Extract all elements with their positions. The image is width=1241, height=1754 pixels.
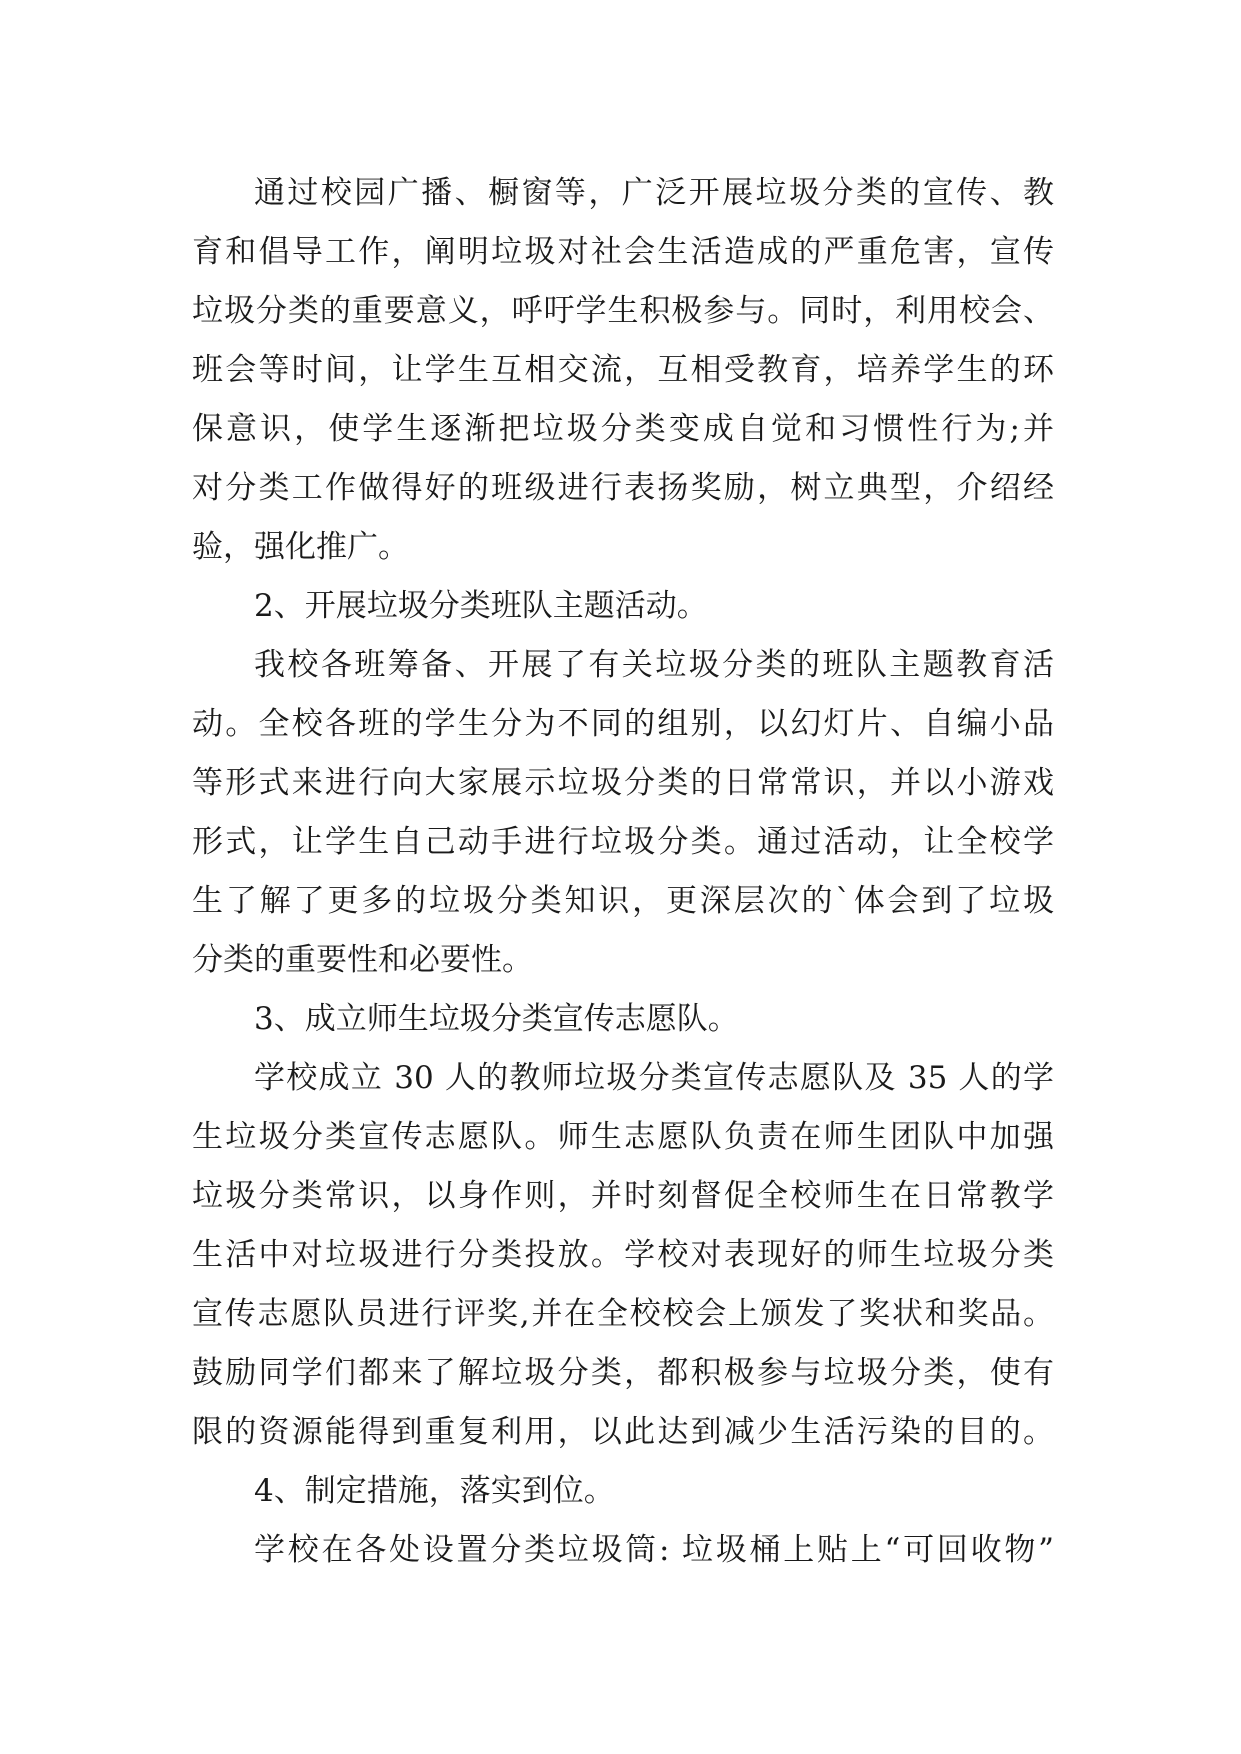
text-line: 垃圾分类常识，以身作则，并时刻督促全校师生在日常教学 xyxy=(192,1178,1054,1214)
text-line: 生了解了更多的垃圾分类知识，更深层次的`体会到了垃圾 xyxy=(192,883,1054,919)
text-line: 通过校园广播、橱窗等，广泛开展垃圾分类的宣传、教 xyxy=(254,175,1054,211)
body-text xyxy=(192,164,1054,1580)
text-line: 学校成立 30 人的教师垃圾分类宣传志愿队及 35 人的学 xyxy=(254,1060,1054,1096)
text-line: 班会等时间，让学生互相交流，互相受教育，培养学生的环 xyxy=(192,352,1054,388)
text-line: 等形式来进行向大家展示垃圾分类的日常常识，并以小游戏 xyxy=(192,765,1054,801)
text-line: 生垃圾分类宣传志愿队。师生志愿队负责在师生团队中加强 xyxy=(192,1119,1054,1155)
text-line: 学校在各处设置分类垃圾筒: 垃圾桶上贴上“可回收物” xyxy=(254,1532,1054,1568)
text-line: 对分类工作做得好的班级进行表扬奖励，树立典型，介绍经 xyxy=(192,470,1054,506)
text-line: 鼓励同学们都来了解垃圾分类，都积极参与垃圾分类，使有 xyxy=(192,1355,1054,1391)
text-line: 生活中对垃圾进行分类投放。学校对表现好的师生垃圾分类 xyxy=(192,1237,1054,1273)
text-line: 限的资源能得到重复利用，以此达到减少生活污染的目的。 xyxy=(192,1414,1054,1450)
text-line: 分类的重要性和必要性。 xyxy=(192,942,533,978)
section-heading: 4、制定措施，落实到位。 xyxy=(254,1473,615,1509)
text-line: 垃圾分类的重要意义，呼吁学生积极参与。同时，利用校会、 xyxy=(192,293,1054,329)
text-line: 我校各班筹备、开展了有关垃圾分类的班队主题教育活 xyxy=(254,647,1054,683)
section-heading: 2、开展垃圾分类班队主题活动。 xyxy=(254,588,708,624)
text-line: 形式，让学生自己动手进行垃圾分类。通过活动，让全校学 xyxy=(192,824,1054,860)
text-line: 宣传志愿队员进行评奖,并在全校校会上颁发了奖状和奖品。 xyxy=(192,1296,1054,1332)
text-line: 育和倡导工作，阐明垃圾对社会生活造成的严重危害，宣传 xyxy=(192,234,1054,270)
text-line: 保意识，使学生逐渐把垃圾分类变成自觉和习惯性行为;并 xyxy=(192,411,1054,447)
text-line: 动。全校各班的学生分为不同的组别，以幻灯片、自编小品 xyxy=(192,706,1054,742)
section-heading: 3、成立师生垃圾分类宣传志愿队。 xyxy=(254,1001,739,1037)
text-line: 验，强化推广。 xyxy=(192,529,409,565)
